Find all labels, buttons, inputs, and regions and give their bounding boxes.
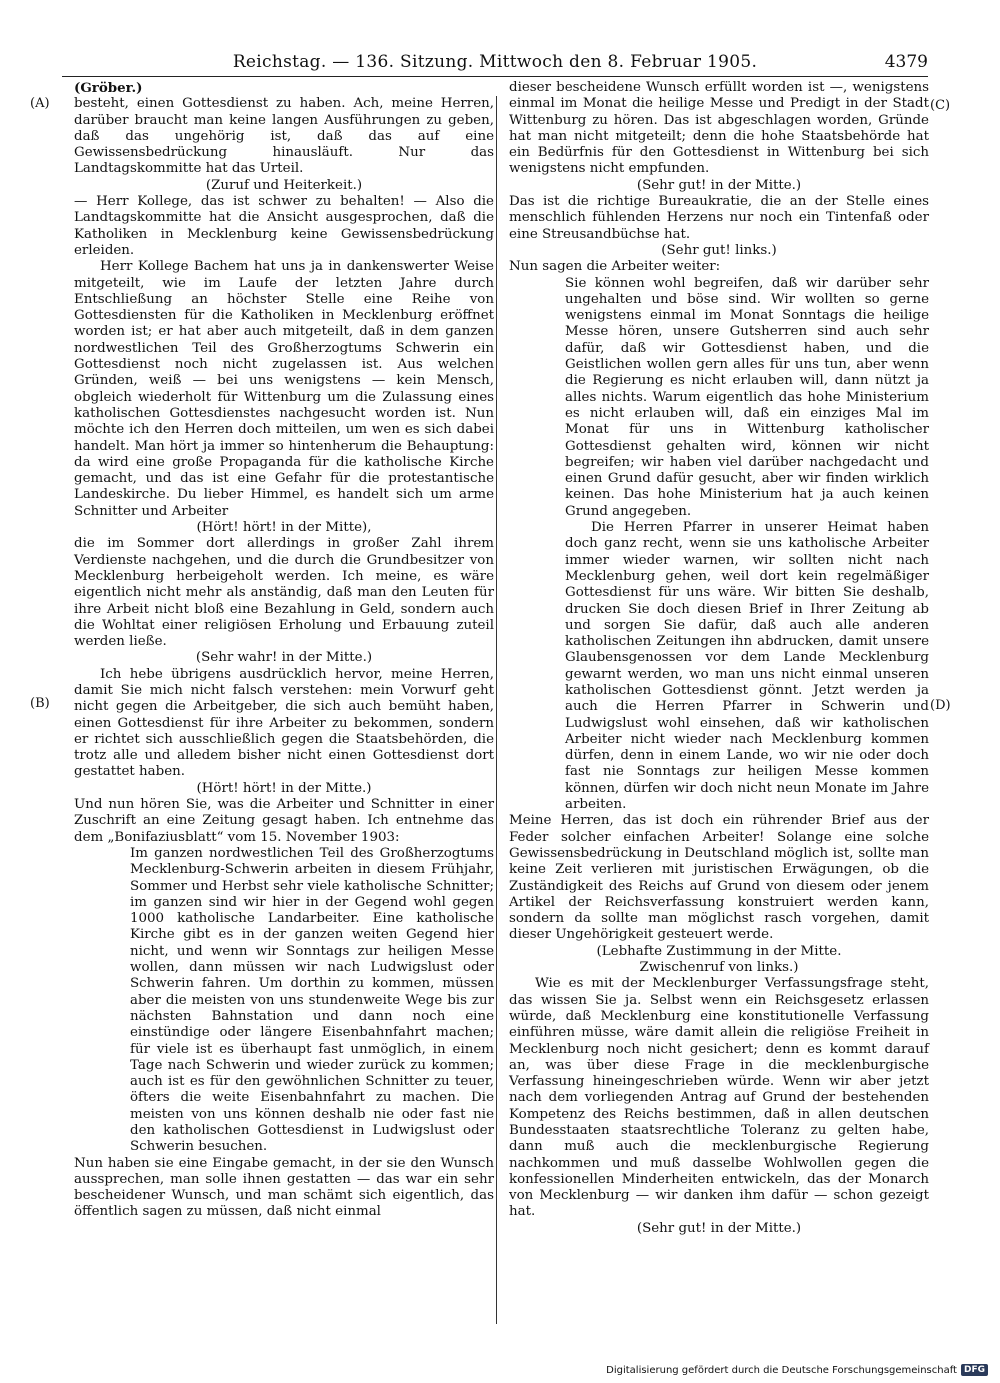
interjection: (Hört! hört! in der Mitte.) bbox=[196, 780, 372, 796]
paragraph: — Herr Kollege, das ist schwer zu behalten! — Also die Landtagskommitte hat die Ansicht ausgesprochen, daß die Katholiken in Mecklenburg keine Gewissensbedrückung erleiden. bbox=[74, 194, 494, 258]
page-number: 4379 bbox=[884, 52, 928, 72]
paragraph: Meine Herren, das ist doch ein rührender Brief aus der Feder solcher einfachen Arbeiter! Solange eine solche Gewissensbedrückung in Deutschland möglich ist, sollte man keine Zeit verlieren mit juristischen Erwägungen, ob die Zuständigkeit des Reichs auf Grund von diesem oder jenem Artikel der Reichsverfassung konstruiert werden kann, sondern da sollte man möglichst rasch vorgehen, damit dieser Ungehörigkeit gesteuert werde. bbox=[509, 813, 929, 943]
paragraph: dieser bescheidene Wunsch erfüllt worden ist —, wenigstens einmal im Monat die heilige Messe und Predigt in der Stadt Wittenburg zu hören. Das ist abgeschlagen worden, Gründe hat man nicht mitgeteilt; denn die hohe Staatsbehörde hat ein Bedürfnis für den Gottesdienst in Wittenburg bei sich wenigstens nicht empfunden. bbox=[509, 80, 929, 177]
footer-credit: Digitalisierung gefördert durch die Deutsche Forschungsgemeinschaft bbox=[606, 1364, 957, 1376]
paragraph: Und nun hören Sie, was die Arbeiter und Schnitter in einer Zuschrift an eine Zeitung gesagt haben. Ich entnehme das dem „Bonifaziusblatt“ vom 15. November 1903: bbox=[74, 797, 494, 845]
paragraph: Nun haben sie eine Eingabe gemacht, in der sie den Wunsch aussprechen, man solle ihnen gestatten — das war ein sehr bescheidener Wunsch, und man schämt sich eigentlich, das öffentlich sagen zu müssen, daß nicht einmal bbox=[74, 1155, 494, 1220]
margin-marker-b: (B) bbox=[30, 696, 50, 711]
quotation bbox=[565, 276, 929, 814]
quotation-text: Im ganzen nordwestlichen Teil des Großherzogtums Mecklenburg-Schwerin arbeiten in diesem Frühjahr, Sommer und Herbst sehr viele katholische Schnitter; im ganzen sind wir hier in der Gegend wohl gegen 1000 katholische Landarbeiter. Eine katholische Kirche gibt es in der ganzen weiten Gegend hier nicht, und wenn wir Sonntags zur heiligen Messe wollen, dann müssen wir nach Ludwigslust oder Schwerin fahren. Um dorthin zu kommen, müssen aber die meisten von uns stundenweite Wege bis zur nächsten Bahnstation und dann noch eine einstündige oder längere Eisenbahnfahrt machen; für viele ist es überhaupt fast unmöglich, in einem Tage nach Schwerin und wieder zurück zu kommen; auch ist es für den gewöhnlichen Schnitter zu teuer, öfters die weite Eisenbahnfahrt zu machen. Die meisten von uns können deshalb nie oder fast nie den katholischen Gottesdienst in Ludwigslust oder Schwerin besuchen. bbox=[130, 845, 494, 1155]
quotation-text: Die Herren Pfarrer in unserer Heimat haben doch ganz recht, wenn sie uns katholische Arbeiter immer wieder warnen, wir sollten nicht nach Mecklenburg gehen, weil dort kein regelmäßiger Gottesdienst für uns wäre. Wir bitten Sie deshalb, drucken Sie doch diesen Brief in Ihrer Zeitung ab und sorgen Sie dafür, daß auch alle anderen katholischen Zeitungen ihn abdrucken, damit unsere Glaubensgenossen vor dem Lande Mecklenburg gewarnt werden, wo man uns nicht einmal unseren katholischen Gottesdienst gönnt. Jetzt werden ja auch die Herren Pfarrer in Schwerin und Ludwigslust wohl einsehen, daß wir katholischen Arbeiter nicht wieder nach Mecklenburg kommen dürfen, denn in einem Lande, wo wir nie oder doch fast nie Sonntags zur heiligen Messe kommen können, dürfen wir doch nicht neun Monate im Jahre arbeiten. bbox=[565, 520, 929, 813]
paragraph: Das ist die richtige Bureaukratie, die an der Stelle eines menschlich fühlenden Herzens nur noch ein Tintenfaß oder eine Streusandbüchse hat. bbox=[509, 194, 929, 242]
column-divider bbox=[496, 96, 497, 1324]
margin-marker-a: (A) bbox=[30, 96, 50, 111]
quotation-text: Sie können wohl begreifen, daß wir darüber sehr ungehalten und böse sind. Wir wollten so gerne wenigstens einmal im Monat Sonntags die heilige Messe hören, unsere Gutsherren sind auch sehr dafür, daß wir Gottesdienst haben, und die Geistlichen wollen gern alles für uns tun, aber wenn die Regierung es nicht erlauben will, dann nützt ja alles nichts. Warum eigentlich das hohe Ministerium es nicht erlauben will, daß ein einziges Mal im Monat für uns in Wittenburg katholischer Gottesdienst gehalten wird, können wir nicht begreifen; wir haben viel darüber nachgedacht und einen Grund dafür gesucht, aber wir finden wirklich keinen. Das hohe Ministerium hat ja auch keinen Grund angegeben. bbox=[565, 275, 929, 519]
quotation bbox=[130, 846, 494, 1156]
interjection: (Sehr gut! links.) bbox=[661, 242, 777, 258]
paragraph: Herr Kollege Bachem hat uns ja in dankenswerter Weise mitgeteilt, wie im Laufe der letzten Jahre durch Entschließung an höchster Stelle eine Reihe von Gottesdiensten für die Katholiken in Mecklenburg eröffnet worden ist; er hat aber auch mitgeteilt, daß in dem ganzen nordwestlichen Teil des Großherzogtums Schwerin ein Gottesdienst noch nicht zugelassen ist. Aus welchen Gründen, weiß — bei uns wenigstens — kein Mensch, obgleich wiederholt für Wittenburg um die Zulassung eines katholischen Gottesdienstes nachgesucht worden ist. Nun möchte ich den Herren doch mitteilen, um wen es sich dabei handelt. Man hört ja immer so hintenherum die Behauptung: da wird eine große Propaganda für die katholische Kirche gemacht, und das ist eine Gefahr für die protestantische Landeskirche. Du lieber Himmel, es handelt sich um arme Schnitter und Arbeiter bbox=[74, 259, 494, 519]
left-column bbox=[74, 80, 494, 1221]
interjection: (Hört! hört! in der Mitte), bbox=[196, 520, 372, 536]
interjection: (Sehr gut! in der Mitte.) bbox=[636, 177, 802, 193]
dfg-logo: DFG bbox=[961, 1364, 988, 1376]
paragraph: Ich hebe übrigens ausdrücklich hervor, meine Herren, damit Sie mich nicht falsch verstehen: mein Vorwurf geht nicht gegen die Arbeitgeber, die sich auch bemüht haben, einen Gottesdienst für ihre Arbeiter zu bekommen, sondern er richtet sich ausschließlich gegen die Staatsbehörden, die trotz alle und alledem bisher nicht einen Gottesdienst dort gestattet haben. bbox=[74, 666, 494, 780]
right-column bbox=[509, 80, 929, 1237]
paragraph: die im Sommer dort allerdings in großer Zahl ihrem Verdienste nachgehen, und die durch die Grundbesitzer von Mecklenburg herbeigeholt werden. Ich meine, es wäre eigentlich nicht mehr als anständig, daß man den Leuten für ihre Arbeit nicht bloß eine Bezahlung in Geld, sondern auch die Wohltat einer religiösen Erholung und Erbauung zuteil werden ließe. bbox=[74, 536, 494, 650]
interjection: (Sehr wahr! in der Mitte.) bbox=[195, 650, 373, 666]
margin-marker-d: (D) bbox=[930, 698, 951, 713]
paragraph: Nun sagen die Arbeiter weiter: bbox=[509, 259, 721, 275]
interjection: (Zuruf und Heiterkeit.) bbox=[205, 177, 363, 193]
speaker-name: (Gröber.) bbox=[74, 80, 143, 96]
interjection: (Lebhafte Zustimmung in der Mitte. bbox=[596, 943, 842, 959]
interjection: (Sehr gut! in der Mitte.) bbox=[636, 1220, 802, 1236]
page-header bbox=[62, 50, 928, 77]
margin-marker-c: (C) bbox=[930, 98, 951, 113]
interjection: Zwischenruf von links.) bbox=[639, 960, 799, 976]
page-footer bbox=[606, 1364, 988, 1376]
paragraph: besteht, einen Gottesdienst zu haben. Ach, meine Herren, darüber braucht man keine langen Ausführungen zu geben, daß das ungehörig ist, daß das auf eine Gewissensbedrückung hinausläuft. Nur das Landtagskommitte hat das Urteil. bbox=[74, 96, 494, 177]
paragraph: Wie es mit der Mecklenburger Verfassungsfrage steht, das wissen Sie ja. Selbst wenn ein Reichsgesetz erlassen würde, daß Mecklenburg eine konstitutionelle Verfassung einführen müsse, wäre damit allein die religiöse Freiheit in Mecklenburg noch nicht gesichert; denn es kommt darauf an, was über diese Frage in die mecklenburgische Verfassung hineingeschrieben würde. Wenn wir aber jetzt nach dem vorliegenden Antrag auf Grund der bestehenden Kompetenz des Reichs bestimmen, daß in allen deutschen Bundesstaaten staatsrechtliche Toleranz zu gelten habe, dann muß auch die mecklenburgische Regierung nachkommen und muß dasselbe Wohlwollen gegen die konfessionellen Minderheiten entwickeln, das der Monarch von Mecklenburg — wir danken ihm dafür — schon gezeigt hat. bbox=[509, 976, 929, 1220]
page-header-title: Reichstag. — 136. Sitzung. Mittwoch den 8. Februar 1905. bbox=[232, 52, 758, 72]
